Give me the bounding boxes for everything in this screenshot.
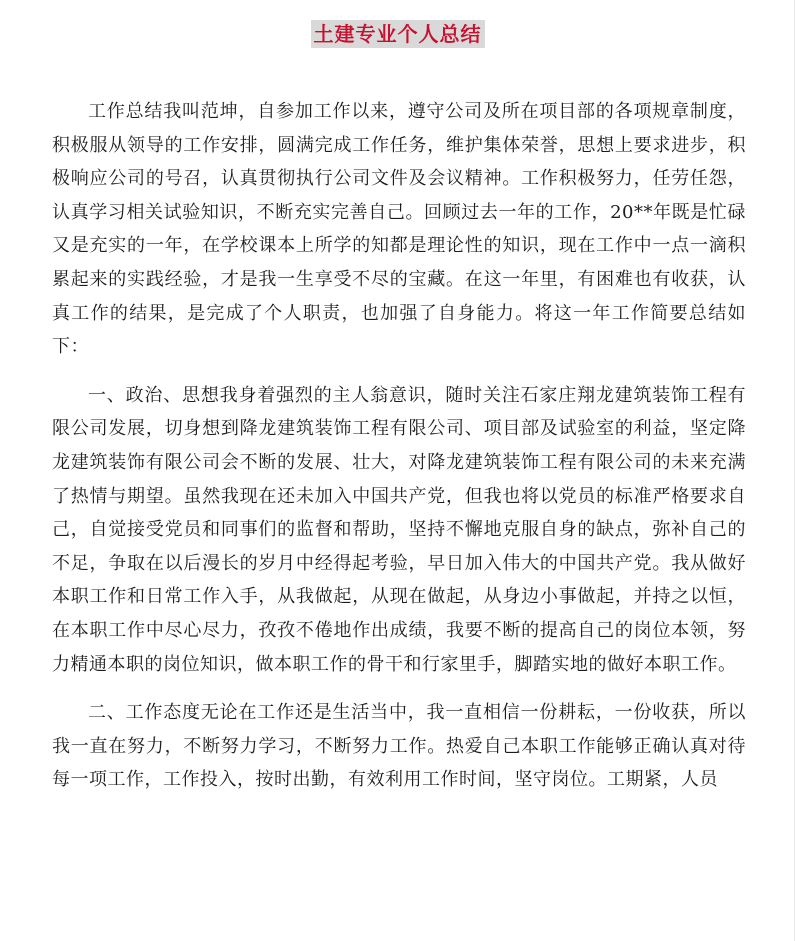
document-title: 土建专业个人总结: [311, 20, 485, 48]
paragraph-intro: 工作总结我叫范坤，自参加工作以来，遵守公司及所在项目部的各项规章制度，积极服从领导的工作安排，圆满完成工作任务，维护集体荣誉，思想上要求进步，积极响应公司的号召，认真贯彻执行公司文件及会议精神。工作积极努力，任劳任怨，认真学习相关试验知识，不断充实完善自己。回顾过去一年的工作，20**年既是忙碌又是充实的一年，在学校课本上所学的知都是理论性的知识，现在工作中一点一滴积累起来的实践经验，才是我一生享受不尽的宝藏。在这一年里，有困难也有收获，认真工作的结果，是完成了个人职责，也加强了自身能力。将这一年工作简要总结如下：: [52, 101, 746, 358]
paragraph-attitude: 二、工作态度无论在工作还是生活当中，我一直相信一份耕耘，一份收获，所以我一直在努力，不断努力学习，不断努力工作。热爱自己本职工作能够正确认真对待每一项工作，工作投入，按时出勤，有效利用工作时间，坚守岗位。工期紧，人员: [52, 702, 746, 791]
document-body: [52, 95, 746, 812]
title-container: [0, 20, 795, 48]
paragraph-politics: 一、政治、思想我身着强烈的主人翁意识，随时关注石家庄翔龙建筑装饰工程有限公司发展，切身想到降龙建筑装饰工程有限公司、项目部及试验室的利益，坚定降龙建筑装饰有限公司会不断的发展、壮大，对降龙建筑装饰工程有限公司的未来充满了热情与期望。虽然我现在还未加入中国共产党，但我也将以党员的标准严格要求自己，自觉接受党员和同事们的监督和帮助，坚持不懈地克服自身的缺点，弥补自己的不足，争取在以后漫长的岁月中经得起考验，早日加入伟大的中国共产党。我从做好本职工作和日常工作入手，从我做起，从现在做起，从身边小事做起，并持之以恒，在本职工作中尽心尽力，孜孜不倦地作出成绩，我要不断的提高自己的岗位本领，努力精通本职的岗位知识，做本职工作的骨干和行家里手，脚踏实地的做好本职工作。: [52, 384, 746, 675]
